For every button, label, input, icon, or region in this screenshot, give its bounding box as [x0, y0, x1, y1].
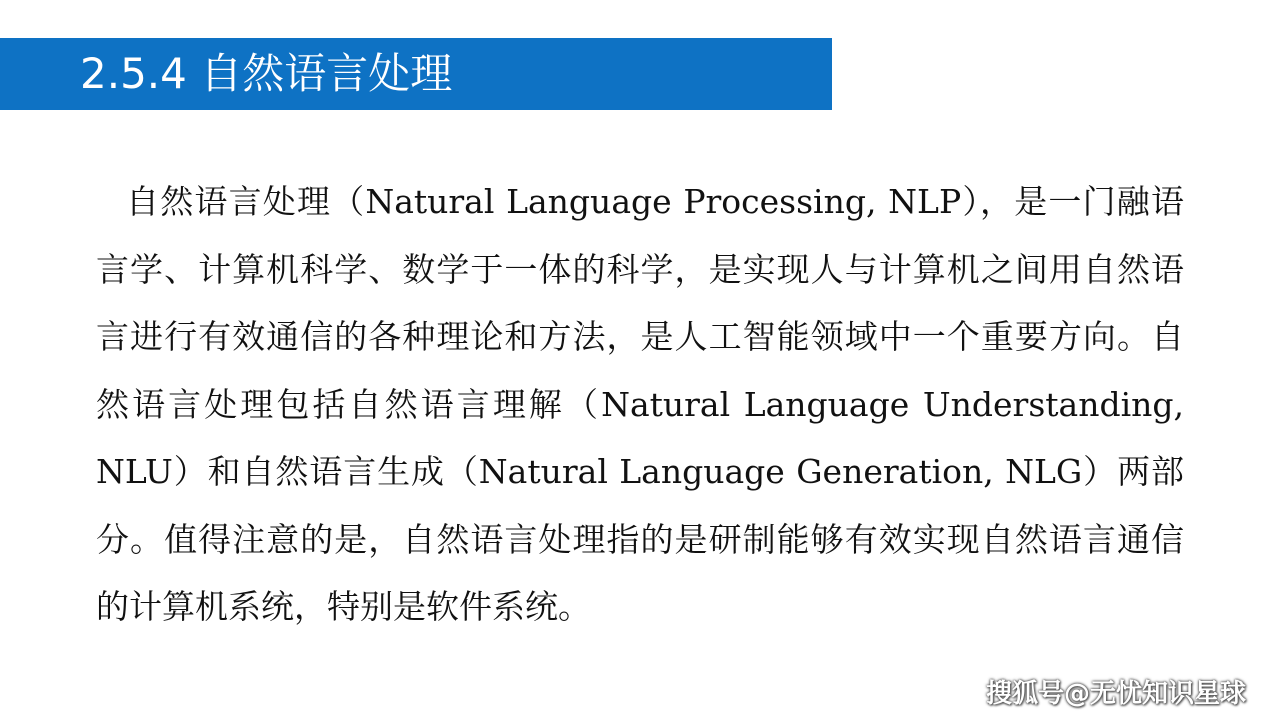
body-paragraph: 自然语言处理（Natural Language Processing, NLP），是一门融语言学、计算机科学、数学于一体的科学，是实现人与计算机之间用自然语言进行有效通信的各种理论和方法，是人工智能领域中一个重要方向。自然语言处理包括自然语言理解（Natural Language Understanding, NLU）和自然语言生成（Natural Language Generation, NLG）两部分。值得注意的是，自然语言处理指的是研制能够有效实现自然语言通信的计算机系统，特别是软件系统。 — [96, 182, 1184, 626]
watermark: 搜狐号@无忧知识星球 — [985, 679, 1246, 709]
page-title: 2.5.4 自然语言处理 — [80, 49, 453, 98]
title-bar — [0, 38, 832, 110]
